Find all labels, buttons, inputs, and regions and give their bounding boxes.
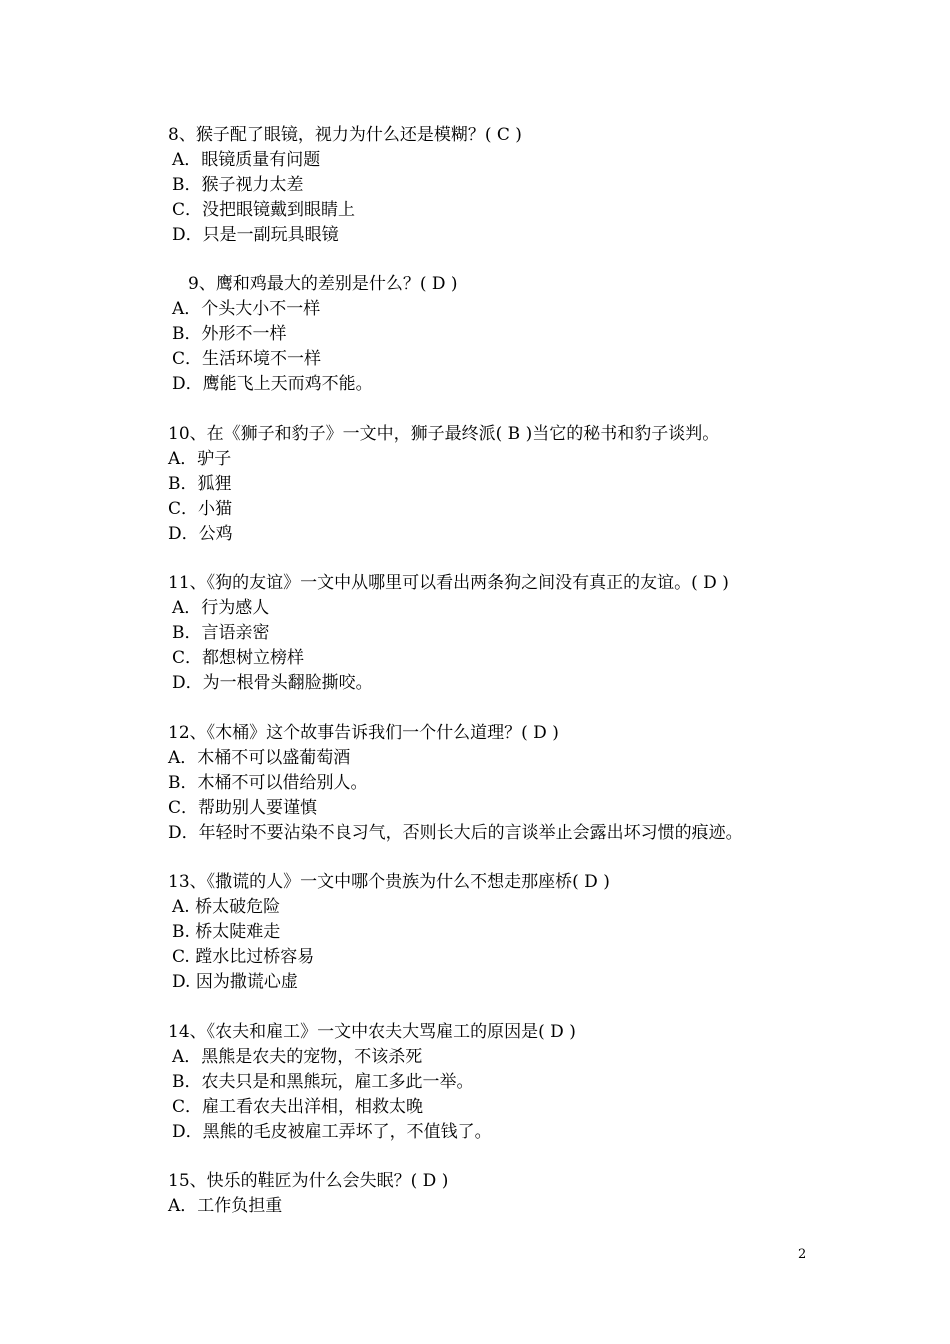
option-d: D．只是一副玩具眼镜 bbox=[172, 225, 339, 245]
option-b: B. 桥太陡难走 bbox=[172, 922, 281, 942]
question-stem: 11、《狗的友谊》一文中从哪里可以看出两条狗之间没有真正的友谊。( D ) bbox=[168, 573, 729, 593]
option-d: D．公鸡 bbox=[168, 524, 233, 544]
option-a: A．黑熊是农夫的宠物，不该杀死 bbox=[172, 1047, 423, 1067]
option-a: A. 桥太破危险 bbox=[172, 897, 281, 917]
option-c: C．雇工看农夫出洋相，相救太晚 bbox=[172, 1097, 424, 1117]
question-stem: 14、《农夫和雇工》一文中农夫大骂雇工的原因是( D ) bbox=[168, 1022, 576, 1042]
option-a: A．眼镜质量有问题 bbox=[172, 150, 321, 170]
option-b: B．言语亲密 bbox=[172, 623, 270, 643]
option-d: D．为一根骨头翻脸撕咬。 bbox=[172, 673, 373, 693]
question-stem: 8、猴子配了眼镜，视力为什么还是模糊？( C ) bbox=[168, 125, 522, 145]
option-c: C．都想树立榜样 bbox=[172, 648, 305, 668]
question-stem: 13、《撒谎的人》一文中哪个贵族为什么不想走那座桥( D ) bbox=[168, 872, 610, 892]
option-b: B．木桶不可以借给别人。 bbox=[168, 773, 368, 793]
option-d: D．鹰能飞上天而鸡不能。 bbox=[172, 374, 373, 394]
option-a: A．个头大小不一样 bbox=[172, 299, 321, 319]
option-b: B．外形不一样 bbox=[172, 324, 287, 344]
option-b: B．狐狸 bbox=[168, 474, 232, 494]
option-b: B．农夫只是和黑熊玩，雇工多此一举。 bbox=[172, 1072, 474, 1092]
question-stem: 10、在《狮子和豹子》一文中，狮子最终派( B )当它的秘书和豹子谈判。 bbox=[168, 424, 720, 444]
option-c: C．帮助别人要谨慎 bbox=[168, 798, 318, 818]
option-d: D．年轻时不要沾染不良习气，否则长大后的言谈举止会露出坏习惯的痕迹。 bbox=[168, 823, 743, 843]
page-number: 2 bbox=[798, 1247, 807, 1262]
option-c: C．小猫 bbox=[168, 499, 233, 519]
option-c: C. 蹚水比过桥容易 bbox=[172, 947, 315, 967]
option-c: C．没把眼镜戴到眼睛上 bbox=[172, 200, 356, 220]
option-a: A．工作负担重 bbox=[168, 1196, 283, 1216]
question-stem: 15、快乐的鞋匠为什么会失眠？( D ) bbox=[168, 1171, 449, 1191]
option-d: D. 因为撒谎心虚 bbox=[172, 972, 298, 992]
question-stem: 9、鹰和鸡最大的差别是什么？( D ) bbox=[188, 274, 458, 294]
option-c: C．生活环境不一样 bbox=[172, 349, 322, 369]
option-a: A．行为感人 bbox=[172, 598, 270, 618]
option-b: B．猴子视力太差 bbox=[172, 175, 304, 195]
question-stem: 12、《木桶》这个故事告诉我们一个什么道理？( D ) bbox=[168, 723, 559, 743]
option-a: A．木桶不可以盛葡萄酒 bbox=[168, 748, 351, 768]
option-d: D．黑熊的毛皮被雇工弄坏了，不值钱了。 bbox=[172, 1122, 492, 1142]
option-a: A．驴子 bbox=[168, 449, 232, 469]
